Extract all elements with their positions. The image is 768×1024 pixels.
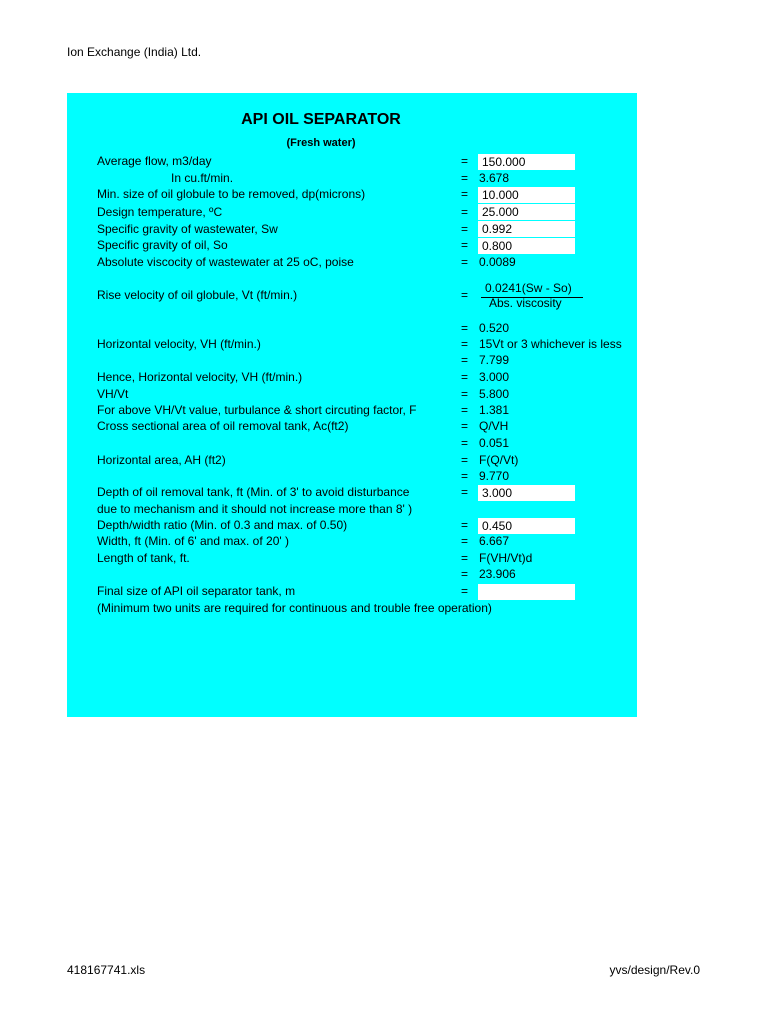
- equals-sign: =: [461, 353, 469, 367]
- cross-section-formula: Q/VH: [479, 419, 509, 433]
- equals-sign: =: [461, 419, 469, 433]
- cuft-label: In cu.ft/min.: [171, 171, 234, 185]
- rise-formula-numerator: 0.0241(Sw - So): [485, 281, 572, 295]
- rise-formula-denominator: Abs. viscosity: [489, 296, 562, 310]
- rise-velocity-value: 0.520: [479, 321, 510, 335]
- cuft-value: 3.678: [479, 171, 510, 185]
- avg-flow-input[interactable]: 150.000: [478, 154, 575, 170]
- equals-sign: =: [461, 337, 469, 351]
- equals-sign: =: [461, 436, 469, 450]
- depth-width-ratio-input[interactable]: 0.450: [478, 518, 575, 534]
- equals-sign: =: [461, 518, 469, 532]
- equals-sign: =: [461, 485, 469, 499]
- cross-section-value: 0.051: [479, 436, 510, 450]
- horizontal-area-value: 9.770: [479, 469, 510, 483]
- equals-sign: =: [461, 370, 469, 384]
- sg-wastewater-input[interactable]: 0.992: [478, 221, 575, 237]
- length-label: Length of tank, ft.: [97, 551, 190, 565]
- equals-sign: =: [461, 403, 469, 417]
- vh-vt-label: VH/Vt: [97, 387, 129, 401]
- turbulence-factor-label: For above VH/Vt value, turbulance & short circuting factor, F: [97, 403, 417, 417]
- depth-label: Depth of oil removal tank, ft (Min. of 3' to avoid disturbance: [97, 485, 410, 499]
- equals-sign: =: [461, 584, 469, 598]
- sg-wastewater-label: Specific gravity of wastewater, Sw: [97, 222, 278, 236]
- hence-velocity-label: Hence, Horizontal velocity, VH (ft/min.): [97, 370, 303, 384]
- width-label: Width, ft (Min. of 6' and max. of 20' ): [97, 534, 289, 548]
- turbulence-factor-value: 1.381: [479, 403, 510, 417]
- equals-sign: =: [461, 154, 469, 168]
- equals-sign: =: [461, 238, 469, 252]
- equals-sign: =: [461, 222, 469, 236]
- final-size-input[interactable]: [478, 584, 575, 600]
- equals-sign: =: [461, 534, 469, 548]
- sheet-title: API OIL SEPARATOR: [241, 111, 401, 128]
- design-temperature-input[interactable]: 25.000: [478, 204, 575, 220]
- equals-sign: =: [461, 288, 469, 302]
- sg-oil-label: Specific gravity of oil, So: [97, 238, 228, 252]
- sg-oil-input[interactable]: 0.800: [478, 238, 575, 254]
- equals-sign: =: [461, 551, 469, 565]
- equals-sign: =: [461, 205, 469, 219]
- equals-sign: =: [461, 567, 469, 581]
- globule-size-input[interactable]: 10.000: [478, 187, 575, 203]
- viscosity-value: 0.0089: [479, 255, 516, 269]
- equals-sign: =: [461, 453, 469, 467]
- equals-sign: =: [461, 469, 469, 483]
- horizontal-velocity-value: 7.799: [479, 353, 510, 367]
- equals-sign: =: [461, 171, 469, 185]
- depth-input[interactable]: 3.000: [478, 485, 575, 501]
- footer-filename: 418167741.xls: [67, 963, 146, 977]
- hence-velocity-value: 3.000: [479, 370, 510, 384]
- horizontal-area-label: Horizontal area, AH (ft2): [97, 453, 226, 467]
- equals-sign: =: [461, 187, 469, 201]
- calculation-sheet: [67, 93, 637, 717]
- globule-size-label: Min. size of oil globule to be removed, dp(microns): [97, 187, 366, 201]
- equals-sign: =: [461, 321, 469, 335]
- final-size-label: Final size of API oil separator tank, m: [97, 584, 296, 598]
- equals-sign: =: [461, 255, 469, 269]
- cross-section-label: Cross sectional area of oil removal tank, Ac(ft2): [97, 419, 349, 433]
- sheet-subtitle: (Fresh water): [286, 137, 356, 149]
- horizontal-area-formula: F(Q/Vt): [479, 453, 519, 467]
- depth-width-ratio-label: Depth/width ratio (Min. of 0.3 and max. of 0.50): [97, 518, 348, 532]
- horizontal-velocity-formula: 15Vt or 3 whichever is less: [479, 337, 622, 351]
- equals-sign: =: [461, 387, 469, 401]
- horizontal-velocity-label: Horizontal velocity, VH (ft/min.): [97, 337, 261, 351]
- viscosity-label: Absolute viscocity of wastewater at 25 oC, poise: [97, 255, 354, 269]
- avg-flow-label: Average flow, m3/day: [97, 154, 212, 168]
- design-temperature-label: Design temperature, ºC: [97, 205, 223, 219]
- footer-revision: yvs/design/Rev.0: [609, 963, 700, 977]
- depth-label-continued: due to mechanism and it should not increase more than 8' ): [97, 502, 413, 516]
- length-formula: F(VH/Vt)d: [479, 551, 533, 565]
- rise-velocity-label: Rise velocity of oil globule, Vt (ft/min.): [97, 288, 298, 302]
- length-value: 23.906: [479, 567, 516, 581]
- width-value: 6.667: [479, 534, 510, 548]
- note-text: (Minimum two units are required for continuous and trouble free operation): [97, 601, 492, 615]
- vh-vt-value: 5.800: [479, 387, 510, 401]
- company-name: Ion Exchange (India) Ltd.: [67, 45, 202, 59]
